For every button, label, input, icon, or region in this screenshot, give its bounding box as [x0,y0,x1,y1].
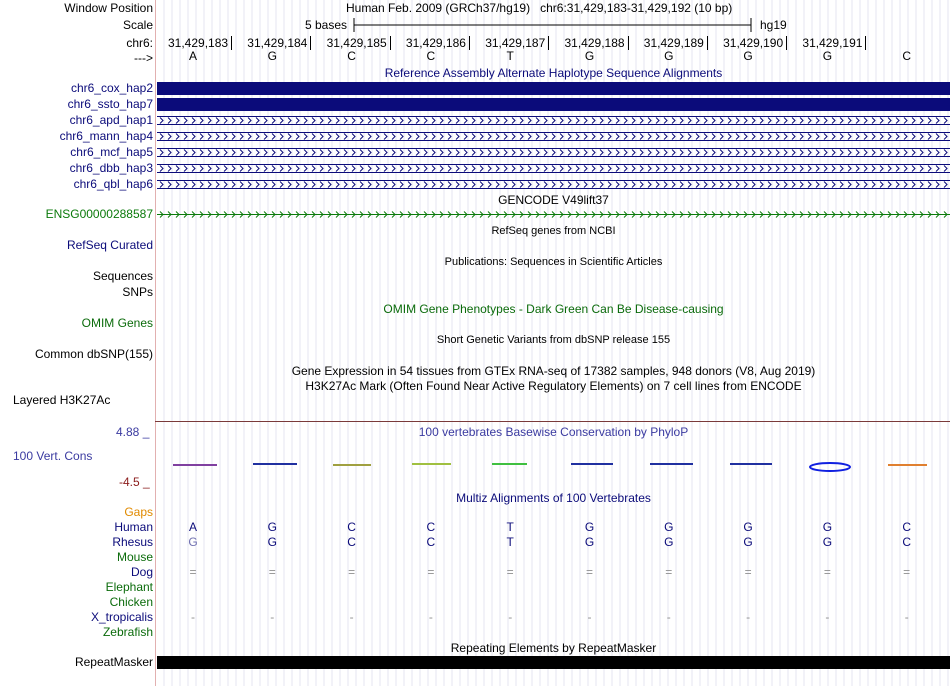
gencode-track-title[interactable]: GENCODE V49lift37 [498,193,609,207]
assembly-name: Human Feb. 2009 (GRCh37/hg19) [346,1,531,15]
multiz-species-label[interactable]: Zebrafish [102,625,153,639]
multiz-base: C [902,535,912,549]
base-letter: G [584,49,595,63]
multiz-species-label[interactable]: Chicken [109,595,153,609]
conservation-max-label: 4.88 _ [116,425,150,439]
multiz-base: G [584,535,595,549]
scale-bar [352,17,754,33]
position-header [346,1,732,15]
multiz-species-label[interactable]: Mouse [116,550,153,564]
multiz-base: C [347,520,356,534]
multiz-base: C [902,520,912,534]
multiz-base: G [664,535,674,549]
multiz-base: C [347,535,356,549]
ruler-tick-label: 31,429,191 [802,36,866,50]
ruler-tick-label: 31,429,187 [485,36,549,50]
multiz-base: C [426,535,436,549]
ruler-tick-label: 31,429,190 [723,36,787,50]
alt-haplotype-label[interactable]: chr6_dbb_hap3 [69,161,153,175]
multiz-species-label[interactable]: Human [114,520,153,534]
alt-haplotype-block[interactable] [157,98,950,111]
alt-haplotype-track-title[interactable]: Reference Assembly Alternate Haplotype Sequence Alignments [384,66,723,80]
omim-label[interactable]: OMIM Genes [81,316,153,330]
ruler-tick-label: 31,429,188 [565,36,629,50]
base-letter: T [506,49,514,63]
label-divider [155,0,156,686]
sequences-label[interactable]: Sequences [92,269,153,283]
multiz-base: - [270,610,275,624]
dbsnp-label[interactable]: Common dbSNP(155) [34,347,153,361]
conservation-min-label: -4.5 _ [119,475,150,489]
alt-haplotype-chevron-line[interactable] [157,132,950,141]
multiz-base: = [348,565,356,579]
alt-haplotype-chevron-line[interactable] [157,180,950,189]
multiz-base: G [822,520,833,534]
window-position-label: Window Position [64,1,153,15]
multiz-base: G [743,520,753,534]
ruler-tick-label: 31,429,183 [168,36,232,50]
ruler-tick-label: 31,429,184 [247,36,311,50]
multiz-base: - [349,610,354,624]
multiz-track-title[interactable]: Multiz Alignments of 100 Vertebrates [456,491,651,505]
multiz-base: = [744,565,752,579]
multiz-species-label[interactable]: Rhesus [112,535,153,549]
repeatmasker-block[interactable] [157,656,950,669]
multiz-base: G [584,520,595,534]
dbsnp-track-title[interactable]: Short Genetic Variants from dbSNP release 155 [436,334,671,346]
multiz-base: - [904,610,909,624]
alt-haplotype-block[interactable] [157,82,950,95]
conservation-track-title[interactable]: 100 vertebrates Basewise Conservation by PhyloP [418,425,689,439]
publications-track-title[interactable]: Publications: Sequences in Scientific Articles [444,256,663,268]
multiz-species-label[interactable]: X_tropicalis [90,610,153,624]
h3k27ac-label[interactable]: Layered H3K27Ac [13,393,111,407]
track-separator [155,421,950,422]
base-letter: A [188,49,197,63]
base-letter: G [822,49,833,63]
multiz-species-label[interactable]: Dog [130,565,153,579]
scale-label: Scale [122,18,153,32]
multiz-base: - [191,610,195,624]
base-letter: C [426,49,436,63]
multiz-base: = [585,565,593,579]
multiz-base: = [903,565,911,579]
ruler-tick-label: 31,429,185 [327,36,391,50]
multiz-base: = [427,565,435,579]
alt-haplotype-label[interactable]: chr6_mcf_hap5 [70,145,153,159]
repeatmasker-label[interactable]: RepeatMasker [74,655,153,669]
base-letter: G [743,49,753,63]
multiz-species-label[interactable]: Gaps [124,505,153,519]
multiz-base: = [506,565,514,579]
omim-track-title[interactable]: OMIM Gene Phenotypes - Dark Green Can Be Disease-causing [383,302,724,316]
base-letter: G [267,49,277,63]
h3k27ac-track-title[interactable]: H3K27Ac Mark (Often Found Near Active Regulatory Elements) on 7 cell lines from ENCODE [305,379,802,393]
conservation-label[interactable]: 100 Vert. Cons [13,449,93,463]
multiz-base: G [743,535,753,549]
gencode-item-label[interactable]: ENSG00000288587 [45,207,153,221]
multiz-base: T [506,535,514,549]
multiz-base: = [665,565,673,579]
ruler-tick-label: 31,429,189 [644,36,708,50]
conservation-plot[interactable] [157,455,950,475]
multiz-base: - [825,610,830,624]
alt-haplotype-chevron-line[interactable] [157,116,950,125]
alt-haplotype-chevron-line[interactable] [157,148,950,157]
alt-haplotype-label[interactable]: chr6_mann_hap4 [59,129,153,143]
alt-haplotype-label[interactable]: chr6_ssto_hap7 [67,97,153,111]
repeatmasker-track-title[interactable]: Repeating Elements by RepeatMasker [450,641,657,655]
multiz-base: C [426,520,436,534]
scale-db: hg19 [760,18,787,32]
multiz-base: G [267,520,277,534]
multiz-base: - [587,610,592,624]
refseq-track-title[interactable]: RefSeq genes from NCBI [491,225,616,237]
refseq-label[interactable]: RefSeq Curated [66,238,153,252]
multiz-base: - [666,610,671,624]
strand-label: ---> [134,51,153,65]
multiz-base: G [822,535,833,549]
multiz-base: - [508,610,513,624]
chrom-label: chr6: [126,36,153,50]
multiz-base: G [188,535,198,549]
scale-text: 5 bases [305,18,348,32]
multiz-base: - [428,610,433,624]
alt-haplotype-label[interactable]: chr6_cox_hap2 [70,81,153,95]
gencode-gene-line[interactable] [157,209,950,220]
alt-haplotype-chevron-line[interactable] [157,164,950,173]
position-text: chr6:31,429,183-31,429,192 (10 bp) [540,1,733,15]
base-letter: C [902,49,912,63]
multiz-species-label[interactable]: Elephant [105,580,153,594]
alt-haplotype-label[interactable]: chr6_apd_hap1 [69,113,153,127]
multiz-base: = [268,565,276,579]
multiz-base: A [188,520,197,534]
multiz-base: - [746,610,751,624]
multiz-base: = [823,565,831,579]
alt-haplotype-label[interactable]: chr6_qbl_hap6 [73,177,153,191]
multiz-base: G [267,535,277,549]
multiz-base: = [189,565,197,579]
base-letter: C [347,49,356,63]
gtex-track-title[interactable]: Gene Expression in 54 tissues from GTEx RNA-seq of 17382 samples, 948 donors (V8, Aug 2019) [291,364,816,378]
multiz-base: T [506,520,514,534]
ruler-tick-label: 31,429,186 [406,36,470,50]
base-letter: G [664,49,674,63]
multiz-base: G [664,520,674,534]
snps-label[interactable]: SNPs [122,285,153,299]
